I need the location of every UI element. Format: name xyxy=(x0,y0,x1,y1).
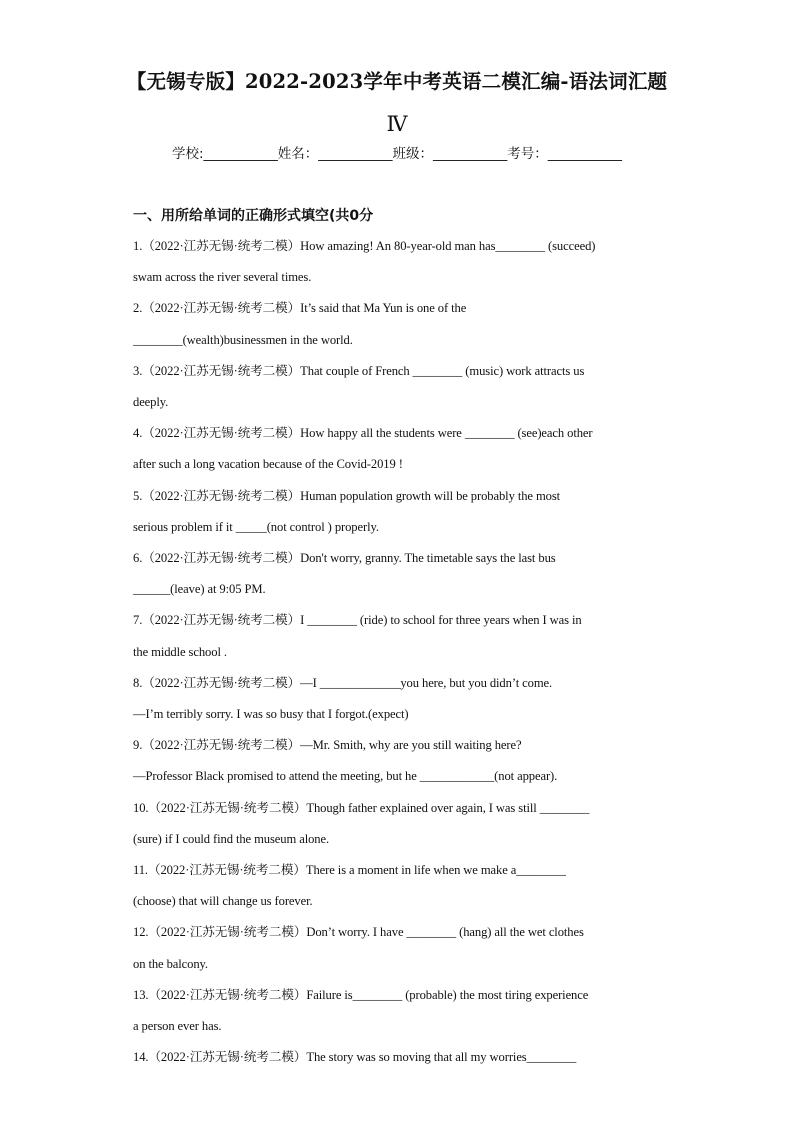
question-4-line1: 4.（2022·江苏无锡·统考二模）How happy all the students were ________ (see)each other xyxy=(133,426,593,441)
question-8-line2: —I’m terribly sorry. I was so busy that I forgot.(expect) xyxy=(133,707,409,722)
question-11-line1: 11.（2022·江苏无锡·统考二模）There is a moment in life when we make a________ xyxy=(133,863,566,878)
question-11-line2: (choose) that will change us forever. xyxy=(133,894,313,909)
question-8-line1: 8.（2022·江苏无锡·统考二模）—I _____________you here, but you didn’t come. xyxy=(133,675,553,690)
question-6-line2: ______(leave) at 9:05 PM. xyxy=(133,582,266,597)
question-10-line2: (sure) if I could find the museum alone. xyxy=(133,831,330,846)
question-6-line1: 6.（2022·江苏无锡·统考二模）Don't worry, granny. The timetable says the last bus xyxy=(133,551,556,566)
question-7-line2: the middle school . xyxy=(133,644,227,659)
question-1-line2: swam across the river several times. xyxy=(133,270,312,285)
question-9-line2: —Professor Black promised to attend the meeting, but he ____________(not appear). xyxy=(133,769,558,784)
question-3-line1: 3.（2022·江苏无锡·统考二模）That couple of French ________ (music) work attracts us xyxy=(133,363,585,378)
student-info-line: 学校:___________姓名：___________班级：___________考号：___________ xyxy=(171,146,623,162)
question-1-line1: 1.（2022·江苏无锡·统考二模）How amazing! An 80-year-old man has________ (succeed) xyxy=(133,239,596,253)
question-12-line1: 12.（2022·江苏无锡·统考二模）Don’t worry. I have ________ (hang) all the wet clothes xyxy=(133,925,584,940)
question-3-line2: deeply. xyxy=(133,395,169,410)
question-14-line1: 14.（2022·江苏无锡·统考二模）The story was so moving that all my worries________ xyxy=(133,1050,577,1065)
document-title: 【无锡专版】2022-2023学年中考英语二模汇编-语法词汇题 xyxy=(126,70,668,93)
question-13-line2: a person ever has. xyxy=(133,1019,222,1034)
question-2-line1: 2.（2022·江苏无锡·统考二模）It’s said that Ma Yun is one of the xyxy=(133,301,467,316)
question-9-line1: 9.（2022·江苏无锡·统考二模）—Mr. Smith, why are you still waiting here? xyxy=(133,738,522,753)
question-4-line2: after such a long vacation because of the Covid-2019 ! xyxy=(133,457,403,472)
question-12-line2: on the balcony. xyxy=(133,956,208,971)
question-2-line2: ________(wealth)businessmen in the world. xyxy=(133,332,353,347)
question-7-line1: 7.（2022·江苏无锡·统考二模）I ________ (ride) to school for three years when I was in xyxy=(133,613,582,628)
question-5-line1: 5.（2022·江苏无锡·统考二模）Human population growth will be probably the most xyxy=(133,488,561,503)
document-title-suffix: Ⅳ xyxy=(386,112,408,136)
question-list xyxy=(133,231,663,1073)
question-10-line1: 10.（2022·江苏无锡·统考二模）Though father explained over again, I was still ________ xyxy=(133,800,590,815)
question-5-line2: serious problem if it _____(not control ) properly. xyxy=(133,519,379,534)
section-heading: 一、用所给单词的正确形式填空(共0分 xyxy=(133,208,374,224)
question-13-line1: 13.（2022·江苏无锡·统考二模）Failure is________ (probable) the most tiring experience xyxy=(133,987,589,1002)
